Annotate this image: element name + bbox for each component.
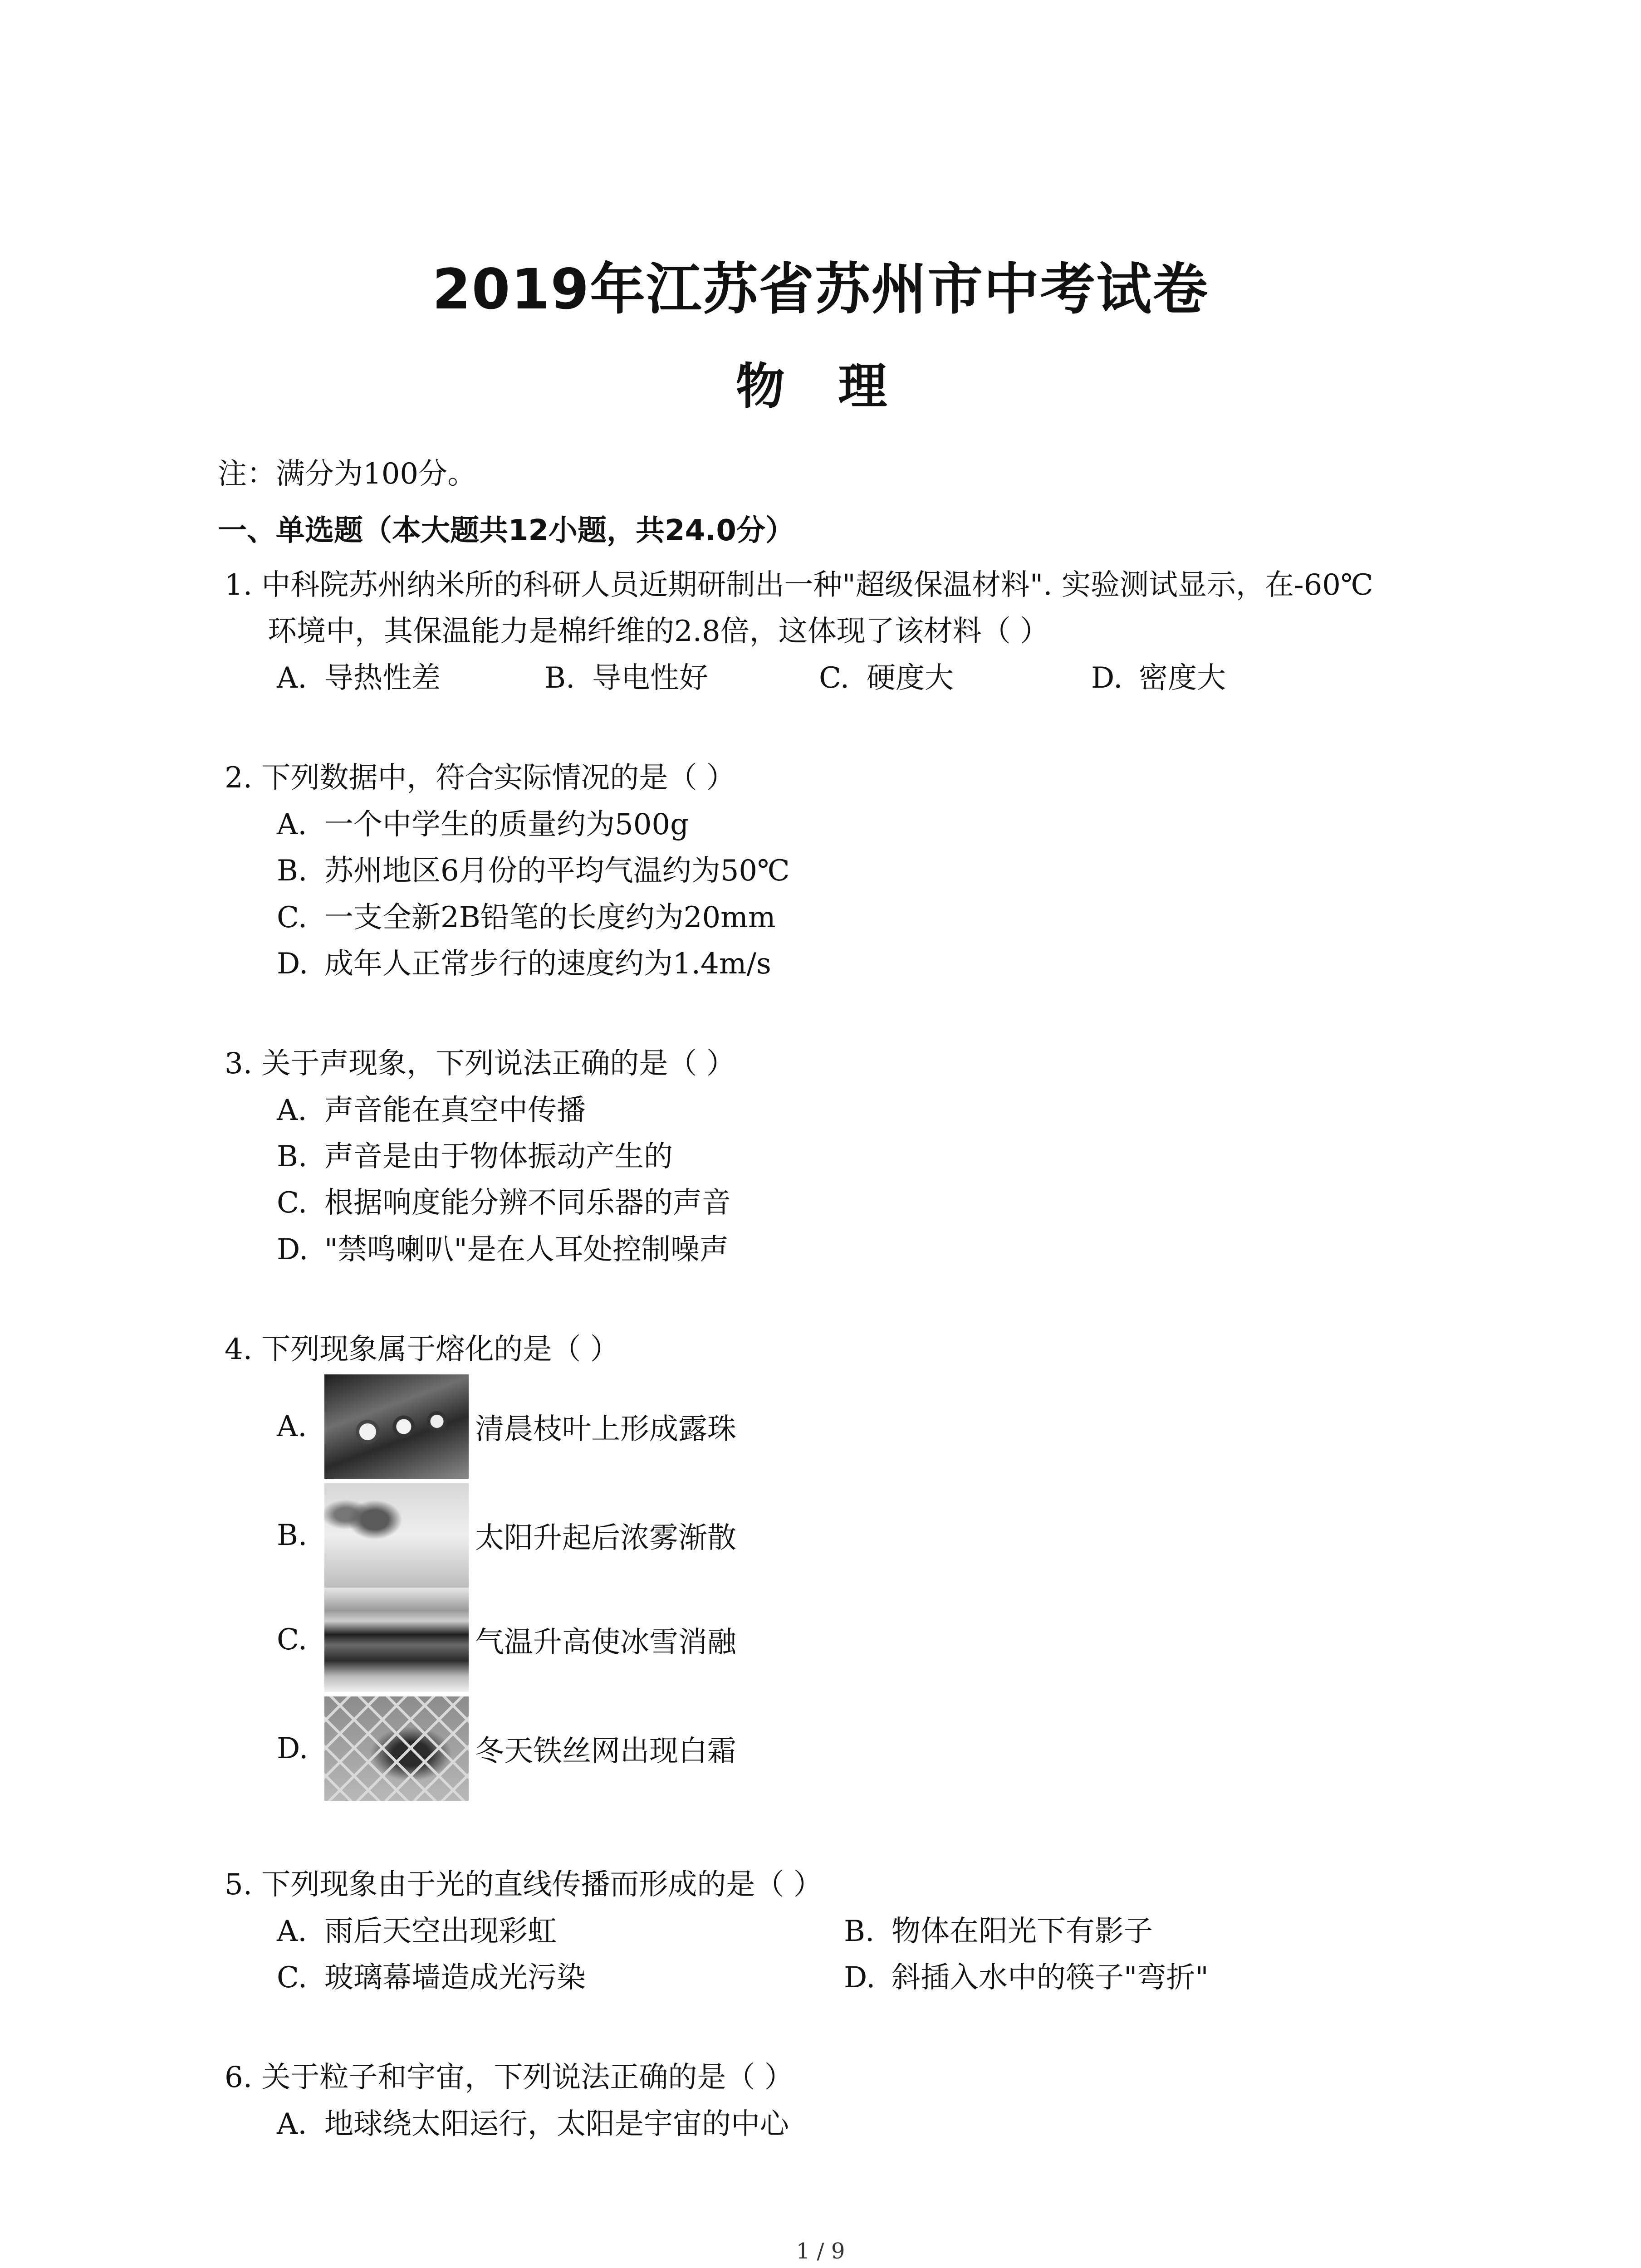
option-letter: D. (277, 947, 309, 981)
question-3-stem: 3. 关于声现象，下列说法正确的是（ ） (225, 1047, 735, 1080)
option-letter: D. (844, 1961, 876, 1994)
option-letter: B. (544, 661, 575, 695)
question-3-option-a (277, 1092, 586, 1129)
question-5-option-b (844, 1913, 1153, 1950)
question-5-stem: 5. 下列现象由于光的直线传播而形成的是（ ） (225, 1868, 823, 1901)
option-text: 物体在阳光下有影子 (892, 1915, 1153, 1948)
option-text: 一个中学生的质量约为500g (324, 808, 689, 841)
option-letter: C. (277, 1961, 308, 1994)
question-2-option-a (277, 807, 689, 843)
option-letter: A. (277, 1094, 307, 1127)
option-letter: C. (277, 1623, 308, 1657)
option-text: 密度大 (1139, 661, 1226, 695)
option-text: 清晨枝叶上形成露珠 (475, 1413, 736, 1446)
option-letter: A. (277, 808, 307, 841)
option-text: 硬度大 (867, 661, 954, 695)
option-text: 根据响度能分辨不同乐器的声音 (324, 1186, 731, 1220)
fog-photo (324, 1483, 469, 1588)
exam-title: 2019年江苏省苏州市中考试卷 (432, 257, 1209, 322)
option-letter: C. (277, 1186, 308, 1220)
option-text: 成年人正常步行的速度约为1.4m/s (324, 947, 771, 981)
question-4-option-a (277, 1374, 736, 1479)
question-4-option-d (277, 1696, 736, 1801)
question-6-option-a (277, 2106, 789, 2142)
question-1-option-c (819, 660, 954, 696)
option-text: 地球绕太阳运行，太阳是宇宙的中心 (324, 2107, 789, 2141)
question-2-option-b (277, 853, 790, 889)
option-letter: A. (277, 1410, 307, 1443)
option-text: 导热性差 (324, 661, 441, 695)
option-letter: C. (277, 901, 308, 934)
section-heading: 一、单选题（本大题共12小题，共24.0分） (218, 514, 794, 547)
page-indicator: 1 / 9 (796, 2239, 845, 2264)
option-text: 冬天铁丝网出现白霜 (475, 1735, 736, 1768)
question-5-option-c (277, 1960, 586, 1996)
question-1-option-d (1091, 660, 1226, 696)
question-4-option-c (277, 1588, 736, 1692)
option-letter: D. (277, 1732, 309, 1765)
option-letter: D. (277, 1233, 309, 1266)
question-1-option-a (277, 660, 441, 696)
option-letter: C. (819, 661, 850, 695)
question-2-stem: 2. 下列数据中，符合实际情况的是（ ） (225, 761, 735, 795)
frost-wire-fence-photo (324, 1696, 469, 1801)
option-letter: B. (844, 1915, 875, 1948)
option-text: 声音能在真空中传播 (324, 1094, 586, 1127)
question-5-option-d (844, 1960, 1209, 1996)
option-text: 雨后天空出现彩虹 (324, 1915, 557, 1948)
question-5-option-a (277, 1913, 557, 1950)
option-letter: B. (277, 1140, 308, 1173)
option-text: 一支全新2B铅笔的长度约为20mm (324, 901, 776, 934)
score-note: 注：满分为100分。 (218, 457, 477, 491)
question-2-option-d (277, 946, 771, 982)
melting-snow-photo (324, 1588, 469, 1692)
option-text: 玻璃幕墙造成光污染 (324, 1961, 586, 1994)
option-letter: D. (1091, 661, 1123, 695)
question-3-option-c (277, 1185, 731, 1221)
option-text: "禁鸣喇叭"是在人耳处控制噪声 (324, 1233, 729, 1266)
option-text: 导电性好 (592, 661, 708, 695)
option-text: 气温升高使冰雪消融 (475, 1626, 736, 1659)
option-text: 苏州地区6月份的平均气温约为50℃ (324, 854, 790, 888)
option-text: 斜插入水中的筷子"弯折" (892, 1961, 1209, 1994)
option-text: 太阳升起后浓雾渐散 (475, 1521, 736, 1555)
question-1-option-b (544, 660, 708, 696)
question-2-option-c (277, 899, 776, 936)
question-3-option-b (277, 1139, 673, 1175)
question-6-stem: 6. 关于粒子和宇宙，下列说法正确的是（ ） (225, 2061, 794, 2094)
question-3-option-d (277, 1232, 729, 1268)
question-1-stem-line1: 1. 中科院苏州纳米所的科研人员近期研制出一种"超级保温材料". 实验测试显示，在-60℃ (225, 568, 1373, 602)
option-letter: A. (277, 2107, 307, 2141)
question-1-stem-line2: 环境中，其保温能力是棉纤维的2.8倍，这体现了该材料（ ） (268, 615, 1049, 648)
option-letter: B. (277, 854, 308, 888)
exam-subject: 物 理 (735, 358, 906, 415)
option-letter: B. (277, 1519, 308, 1552)
option-text: 声音是由于物体振动产生的 (324, 1140, 673, 1173)
question-4-option-b (277, 1483, 736, 1588)
dew-drops-photo (324, 1374, 469, 1479)
option-letter: A. (277, 1915, 307, 1948)
question-4-stem: 4. 下列现象属于熔化的是（ ） (225, 1333, 619, 1366)
option-letter: A. (277, 661, 307, 695)
